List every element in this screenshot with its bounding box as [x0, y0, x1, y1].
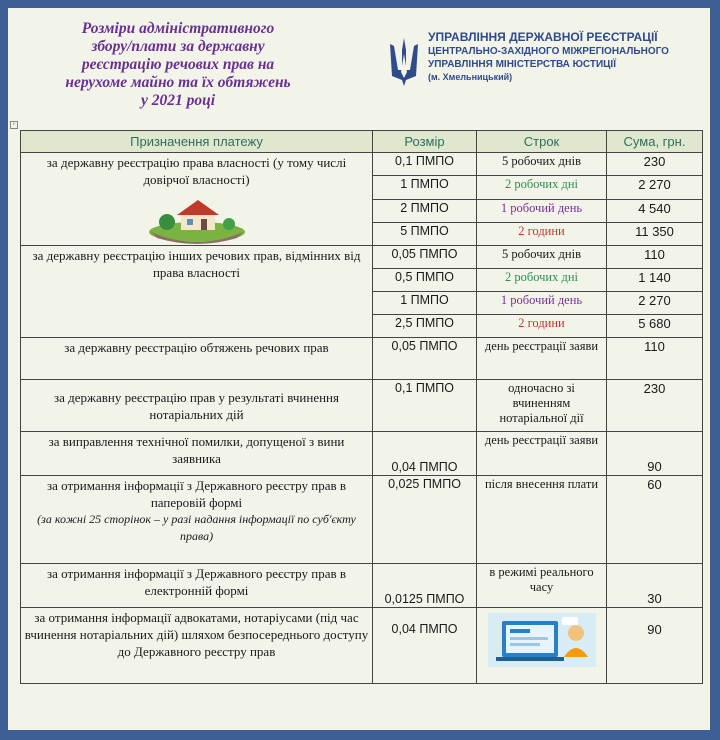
- table-anchor-icon: +: [10, 121, 18, 129]
- document-sheet: [8, 8, 710, 730]
- title-line: збору/плати за державну: [91, 38, 265, 55]
- sum-cell: 5 680: [607, 315, 703, 338]
- sum-cell: 90: [607, 608, 703, 684]
- size-cell: 5 ПМПО: [373, 222, 477, 245]
- title-line: у 2021 році: [140, 92, 216, 109]
- purpose-cell: за державну реєстрацію інших речових прав, відмінних від права власності: [21, 246, 373, 338]
- sum-cell: 11 350: [607, 222, 703, 245]
- sum-cell: 110: [607, 246, 703, 269]
- term-cell: 1 робочий день: [477, 199, 607, 222]
- term-cell: 2 робочих дні: [477, 176, 607, 199]
- page-title: [18, 20, 338, 110]
- size-cell: 0,05 ПМПО: [373, 338, 477, 380]
- ministry-city: (м. Хмельницький): [428, 72, 513, 82]
- table-row: [21, 564, 703, 608]
- title-line: реєстрацію речових прав на: [81, 56, 275, 73]
- size-cell: 0,5 ПМПО: [373, 269, 477, 292]
- term-cell: день реєстрації заяви: [477, 432, 607, 476]
- term-cell: 1 робочий день: [477, 292, 607, 315]
- size-cell: 2 ПМПО: [373, 199, 477, 222]
- term-cell: одночасно зі вчиненням нотаріальної дії: [477, 380, 607, 432]
- purpose-cell: [21, 153, 373, 246]
- ministry-text: [428, 30, 708, 83]
- term-cell: 2 години: [477, 222, 607, 245]
- purpose-cell: за отримання інформації з Державного реєстру прав в електронній формі: [21, 564, 373, 608]
- purpose-text: за державну реєстрацію права власності (у тому числі довірчої власності): [46, 155, 347, 187]
- sum-cell: 4 540: [607, 199, 703, 222]
- ministry-line: ЦЕНТРАЛЬНО-ЗАХІДНОГО МІЖРЕГІОНАЛЬНОГО: [428, 46, 669, 57]
- sum-cell: 110: [607, 338, 703, 380]
- term-cell: в режимі реального часу: [477, 564, 607, 608]
- sum-cell: 60: [607, 476, 703, 564]
- sum-cell: 30: [607, 564, 703, 608]
- size-cell: 1 ПМПО: [373, 292, 477, 315]
- term-cell: 2 робочих дні: [477, 269, 607, 292]
- size-cell: 0,025 ПМПО: [373, 476, 477, 564]
- size-cell: 0,05 ПМПО: [373, 246, 477, 269]
- term-cell: після внесення плати: [477, 476, 607, 564]
- size-cell: 0,04 ПМПО: [373, 432, 477, 476]
- column-header: Розмір: [373, 131, 477, 153]
- title-line: Розміри адміністративного: [81, 20, 275, 37]
- purpose-cell: [21, 476, 373, 564]
- size-cell: 1 ПМПО: [373, 176, 477, 199]
- purpose-cell: за державну реєстрацію обтяжень речових прав: [21, 338, 373, 380]
- term-cell: день реєстрації заяви: [477, 338, 607, 380]
- ministry-line: УПРАВЛІННЯ МІНІСТЕРСТВА ЮСТИЦІЇ: [428, 59, 616, 70]
- table-row: [21, 476, 703, 564]
- table-row: [21, 246, 703, 269]
- table-row: [21, 153, 703, 176]
- sum-cell: 90: [607, 432, 703, 476]
- ministry-line: УПРАВЛІННЯ ДЕРЖАВНОЇ РЕЄСТРАЦІЇ: [428, 30, 658, 44]
- online-access-illustration: [488, 613, 596, 667]
- purpose-cell: за державну реєстрацію прав у результаті вчинення нотаріальних дій: [21, 380, 373, 432]
- house-illustration: [147, 194, 247, 244]
- table-row: [21, 380, 703, 432]
- term-cell: 5 робочих днів: [477, 246, 607, 269]
- sum-cell: 1 140: [607, 269, 703, 292]
- sum-cell: 230: [607, 380, 703, 432]
- purpose-note: (за кожні 25 сторінок – у разі надання інформації по суб'єкту права): [37, 512, 356, 543]
- size-cell: 0,1 ПМПО: [373, 380, 477, 432]
- purpose-cell: за отримання інформації адвокатами, нотаріусами (під час вчинення нотаріальних дій) шляхом безпосереднього доступу до Державного реєстру прав: [21, 608, 373, 684]
- column-header: Сума, грн.: [607, 131, 703, 153]
- column-header: Призначення платежу: [21, 131, 373, 153]
- table-row: [21, 432, 703, 476]
- fees-table: [20, 130, 703, 684]
- sum-cell: 2 270: [607, 292, 703, 315]
- size-cell: 2,5 ПМПО: [373, 315, 477, 338]
- column-header: Строк: [477, 131, 607, 153]
- table-row: [21, 608, 703, 684]
- ministry-logo-block: [388, 30, 708, 100]
- table-header-row: [21, 131, 703, 153]
- term-cell: 2 години: [477, 315, 607, 338]
- term-cell: [477, 608, 607, 684]
- title-line: нерухоме майно та їх обтяжень: [65, 74, 291, 91]
- table-row: [21, 338, 703, 380]
- sum-cell: 230: [607, 153, 703, 176]
- size-cell: 0,0125 ПМПО: [373, 564, 477, 608]
- purpose-cell: за виправлення технічної помилки, допущеної з вини заявника: [21, 432, 373, 476]
- term-cell: 5 робочих днів: [477, 153, 607, 176]
- size-cell: 0,04 ПМПО: [373, 608, 477, 684]
- size-cell: 0,1 ПМПО: [373, 153, 477, 176]
- trident-icon: [388, 36, 420, 88]
- sum-cell: 2 270: [607, 176, 703, 199]
- purpose-text: за отримання інформації з Державного реєстру прав в паперовій формі: [46, 478, 347, 510]
- header: [8, 8, 710, 126]
